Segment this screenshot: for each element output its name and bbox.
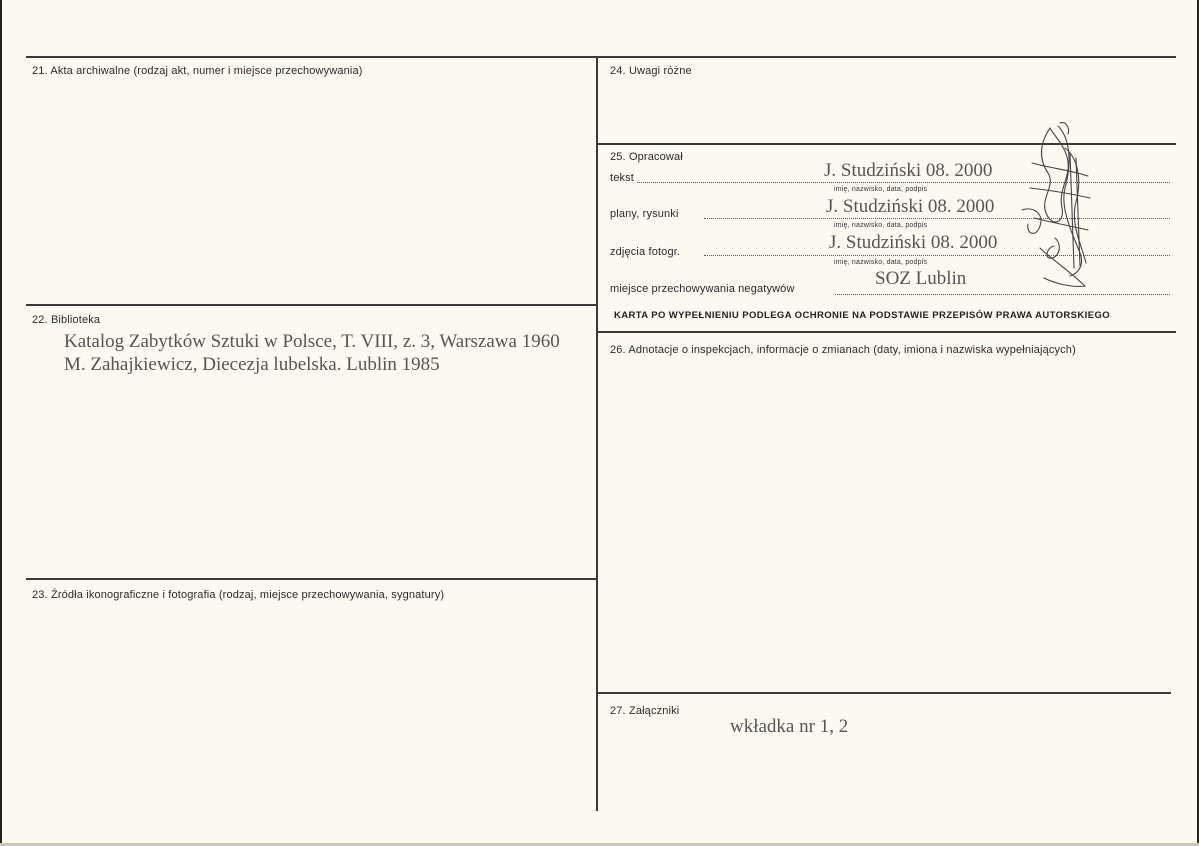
library-entry: Katalog Zabytków Sztuki w Polsce, T. VIII, z. 3, Warszawa 1960 [64,331,560,352]
section-23-label: 23. Źródła ikonograficzne i fotografia (rodzaj, miejsce przechowywania, sygnatury) [32,589,445,601]
text-author-label: tekst [610,172,634,184]
rule-22-23 [26,578,597,580]
handwritten-signature [1010,118,1110,293]
drawings-author-value: J. Studziński 08. 2000 [826,196,995,217]
text-author-value: J. Studziński 08. 2000 [824,160,993,181]
card-left-edge [0,0,2,846]
library-entries [64,330,560,376]
copyright-notice: KARTA PO WYPEŁNIENIU PODLEGA OCHRONIE NA PODSTAWIE PRZEPISÓW PRAWA AUTORSKIEGO [614,310,1111,321]
section-24-label: 24. Uwagi różne [610,65,692,77]
drawings-author-hint: imię, nazwisko, data, podpis [834,222,928,229]
rule-21-22 [26,304,597,306]
photos-author-label: zdjęcia fotogr. [610,246,681,258]
negatives-location-label: miejsce przechowywania negatywów [610,283,795,295]
photos-author-value: J. Studziński 08. 2000 [829,232,998,253]
rule-25-26 [597,331,1176,333]
drawings-author-label: plany, rysunki [610,208,679,220]
text-author-hint: imię, nazwisko, data, podpis [834,186,928,193]
section-26-label: 26. Adnotacje o inspekcjach, informacje o zmianach (daty, imiona i nazwiska wypełniających) [610,344,1076,356]
photos-author-hint: imię, nazwisko, data, podpis [834,259,928,266]
negatives-location-dots [835,294,1170,295]
attachments-value: wkładka nr 1, 2 [730,716,849,737]
negatives-location-value: SOZ Lublin [875,268,967,289]
center-divider [596,56,598,811]
section-25-label: 25. Opracował [610,151,683,163]
top-rule [26,56,1176,58]
rule-26-27 [597,692,1171,694]
section-21-label: 21. Akta archiwalne (rodzaj akt, numer i miejsce przechowywania) [32,65,363,77]
section-27-label: 27. Załączniki [610,705,680,717]
library-entry: M. Zahajkiewicz, Diecezja lubelska. Lublin 1985 [64,354,440,375]
section-22-label: 22. Biblioteka [32,314,101,326]
